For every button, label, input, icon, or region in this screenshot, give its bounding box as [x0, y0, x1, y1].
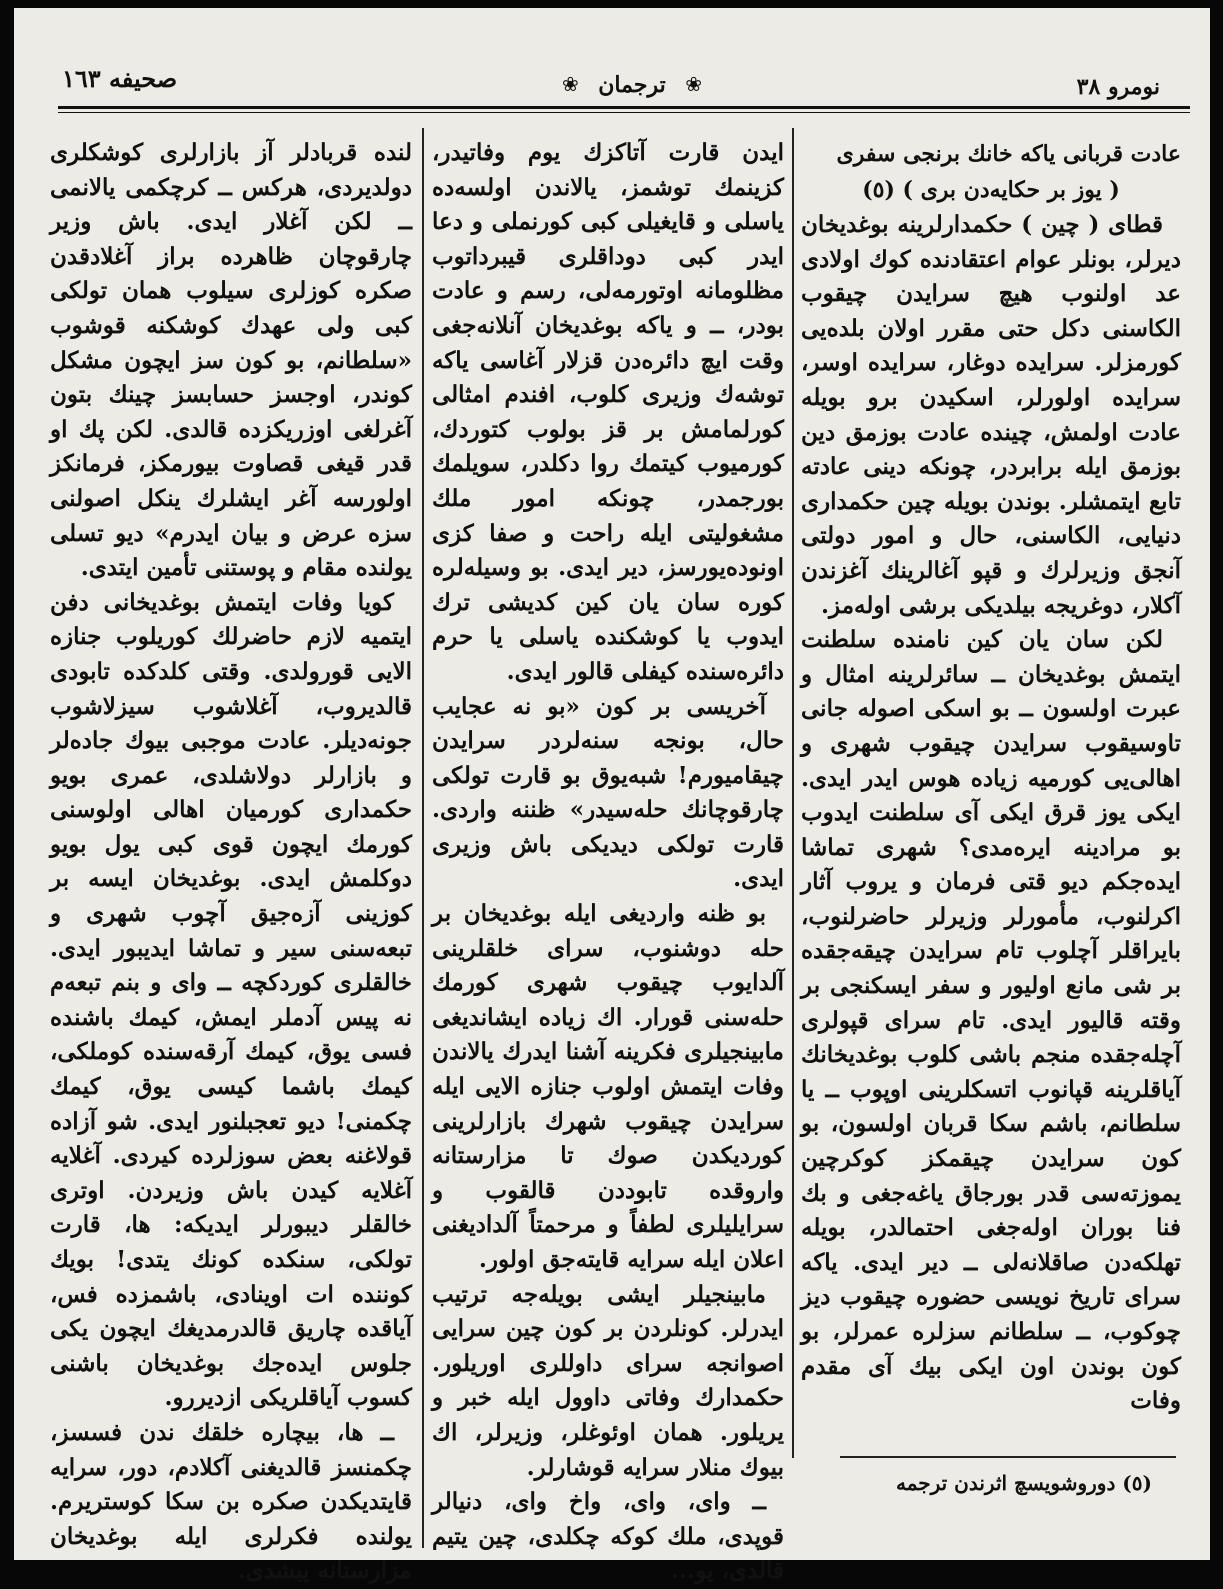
- ornament-icon: ❀: [562, 72, 579, 96]
- column-divider: [792, 128, 794, 1458]
- article-subtitle: ( یوز بر حکایه‌دن بری ) (٥): [862, 177, 1120, 203]
- masthead: [562, 68, 702, 104]
- ornament-icon: ❀: [685, 72, 702, 96]
- paragraph: لنده قربادلر آز بازارلری کوشکلری دولدیردی، هرکس ــ کرچکمی یالانمی ــ لکن آغلار ایدی. باش وزیر چارقوچان ظاهرده براز آغلادقدن صکره کوزلری سیلوب همان تولکی کبی ولی عهدك کوشکنه قوشوب «سلطانم، بو کون سز ایچون مشکل کوندر، اوجسز حسابسز چینك بتون آغرلغی اوزریکزده قالدی. لکن پك او قدر قیغی قصاوت بیورمکز، فرمانکز اولورسه آغر ایشلرك ینکل اصولنی سزه عرض و بیان ایدرم» دیو تسلی یولنده مقام و پوستنی تأمین ایتدی.: [50, 139, 412, 582]
- column-middle: [432, 136, 784, 1589]
- newspaper-page: [14, 8, 1210, 1585]
- column-right: [801, 136, 1181, 1419]
- header-rule: [58, 112, 1190, 113]
- paragraph: آخریسی بر کون «بو نه عجایب حال، بونجه سنه‌لردر سرایدن چیقامیورم! شبه‌یوق بو قارت تولکی چارقوچانك حله‌سیدر» ظننه واردی. قارت تولکی دیدیکی باش وزیری ایدی.: [432, 692, 784, 893]
- newspaper-title: ترجمان: [598, 72, 666, 98]
- column-left: [50, 136, 412, 1589]
- paragraph: کویا وفات ایتمش بوغدیخانی دفن ایتمیه لازم حاضرلك کوریلوب جنازه الایی قورولدی. وقتی کلدکده تابودی قالدیروب، آغلاشوب سیزلاشوب جونه‌دیلر. عادت موجبی بیوك جاده‌لر و بازارلر دولاشلدی، عمری بویو حکمداری کورمیان اهالی اولوسنی کورمك ایچون قوی کبی یول بویو دوکلمش ایدی. بوغدیخان ایسه بر کوزینی آزه‌جیق آچوب شهری و تبعه‌سنی سیر و تماشا ایدیبور ایدی. خالقلری کوردکچه ــ وای و بنم تبعه‌م نه پیس آدملر ایمش، کیمك باشنده فسی یوق، کیمك آرقه‌سنده کوملکی، کیمك باشما کیسی یوق، کیمك چکمنی! دیو تعجبلنور ایدی. شو آزاده قولاغنه بعض سوزلرده کیردی. آغلایه آغلایه کیدن باش وزیردن. اوتری خالقلر دیبورلر ایدیکه: ها، قارت تولکی، سنکده کونك یتدی! بویك کوننده ات اوینادی، باشمزده فس، آیاقده چاریق قالدرمدیغك ایچون یکی جلوس ایده‌جك بوغدیخان باشنی کسوب آیاقلریکی ازدیررو.: [50, 588, 412, 1412]
- issue-number: نومرو ٣٨: [1076, 74, 1160, 100]
- paragraph: بو ظنه واردیغی ایله بوغدیخان بر حله دوشنوب، سرای خلقلرینی آلدایوب چیقوب شهری کورمك حله‌سنی قورار. اك زیاده ایشاندیغی مابینجیلری فکرینه آشنا ایدرك یالاندن وفات ایتمش اولوب جنازه الایی ایله سرایدن چیقوب شهرك بازارلرینی کوردیکدن صوك تا مزارستانه واروقده تابوددن قالقوب و سرایلیلری لطفاً و مرحمتاً آلدادیغنی اعلان ایله سرایه قایته‌جق اولور.: [432, 900, 784, 1273]
- paragraph: مابینجیلر ایشی بویله‌جه ترتیب ایدرلر. کونلردن بر کون چین سرایی اصوانجه سرای داوللری اوریلور. حکمدارك وفاتی داوول ایله خبر و یریلور. همان اوئوغلر، وزیرلر، اك بیوك منلار سرایه قوشارلر.: [432, 1280, 784, 1481]
- article-title: عادت قربانی یاکه خانك برنجی سفری: [836, 141, 1181, 167]
- paragraph: ــ ها، بیچاره خلقك ندن فسسز، چکمنسز قالدیغنی آکلادم، دور، سرایه قایتدیکدن صکره بن سکا کوستریرم. یولنده فکرلری ایله بوغدیخان مزارستانه ییشدی.: [50, 1418, 412, 1585]
- paragraph: ایدن قارت آتاکزك یوم وفاتیدر، کزینمك توشمز، یالاندن اولسه‌ده یاسلی و قایغیلی کبی کورنملی و دعا ایدر کبی دوداقلری قیبرداتوب مظلومانه اوتورمه‌لی، رسم و عادت بودر، ــ و یاکه بوغدیخان آنلانه‌جغی وقت ایچ دائره‌دن قزلار آغاسی یاکه توشه‌ك وزیری کلوب، افندم امثالی کورلمامش بر قز بولوب کتوردك، کورمیوب کیتمك روا دکلدر، سویلمك بورجمدر، چونکه امور ملك مشغولیتی ایله راحت و صفا کزی اونوده‌یورسز، دیر ایدی. بو وسیله‌لره کوره سان یان کین کدیشی ترك ایدوب یا کوشکنده یاسلی یا حرم دائره‌سنده کیفلی قالور ایدی.: [432, 139, 784, 685]
- paragraph: ــ وای، وای، واخ وای، دنیالر قوپدی، ملك کوکه چکلدی، چین یتیم قالدی، یو...: [432, 1488, 784, 1585]
- paragraph: لکن سان یان کین نامنده سلطنت ایتمش بوغدیخان ــ سائرلرینه امثال و عبرت اولسون ــ بو اسکی اصوله جانی تاوسیقوب سرایدن چیقوب شهری و اهالی‌یی کورمیه زیاده هوس ایدر ایدی. ایکی یوز قرق ایکی آی سلطنت ایدوب بو مرادینه ایره‌مدی؟ شهری تماشا ایده‌جکم دیو قتی فرمان و یروب آثار اکرلنوب، مأمورلر وزیرلر حاضرلنوب، بایراقلر آچلوب تام سرایدن چیقه‌جقده بر شی مانع اولیور و سفر ایسکنجی بر وقته قالیور ایدی. تام سرای قپولری آچله‌جقده منجم باشی کلوب بوغدیخانك آیاقلرینه قپانوب اتسکلرینی اوپوب ــ یا سلطانم، باشم سکا قربان اولسون، بو کون سرایدن چیقمکز کوکرچین یموزته‌سی قدر بورجاق یاغه‌جغی و بك فنا بوران اوله‌جغی احتمالدر، بویله تهلکه‌دن صاقلانه‌لی ــ دیر ایدی. یاکه سرای تاریخ نویسی حضوره چیقوب دیز چوکوب، ــ سلطانم سزلره عمرلر، بو کون بوندن اون ایکی بیك آی مقدم وفات: [801, 626, 1181, 1415]
- footnote-rule: [840, 1456, 1176, 1458]
- page-number: صحیفه ١٦٣: [62, 64, 178, 93]
- footnote: (٥) دوروشویسچ اثرندن ترجمه: [895, 1471, 1152, 1495]
- column-divider: [422, 128, 424, 1548]
- paragraph: قطای ( چین ) حکمدارلرینه بوغدیخان دیرلر، بونلر عوام اعتقادنده کوك اولادی عد اولنوب هیچ سرایدن چیقوب الکاسنی دکل حتی مقرر اولان بلده‌یی کورمزلر. سرایده دوغار، سرایده اوسر، سرایده اولورلر، اسکیدن برو بویله عادت اولمش، چینده عادت بوزمق دین بوزمق ایله برابردر، چونکه دینی عادته تابع ایتمشلر. بوندن بویله چین حکمداری دنیایی، الکاسنی، حال و امور دولتی آنجق وزیرلرك و قپو آغالرینك آغزندن آکلار، دوغریجه بیلدیکی برشی اوله‌مز.: [801, 211, 1181, 619]
- header-rule: [58, 106, 1190, 109]
